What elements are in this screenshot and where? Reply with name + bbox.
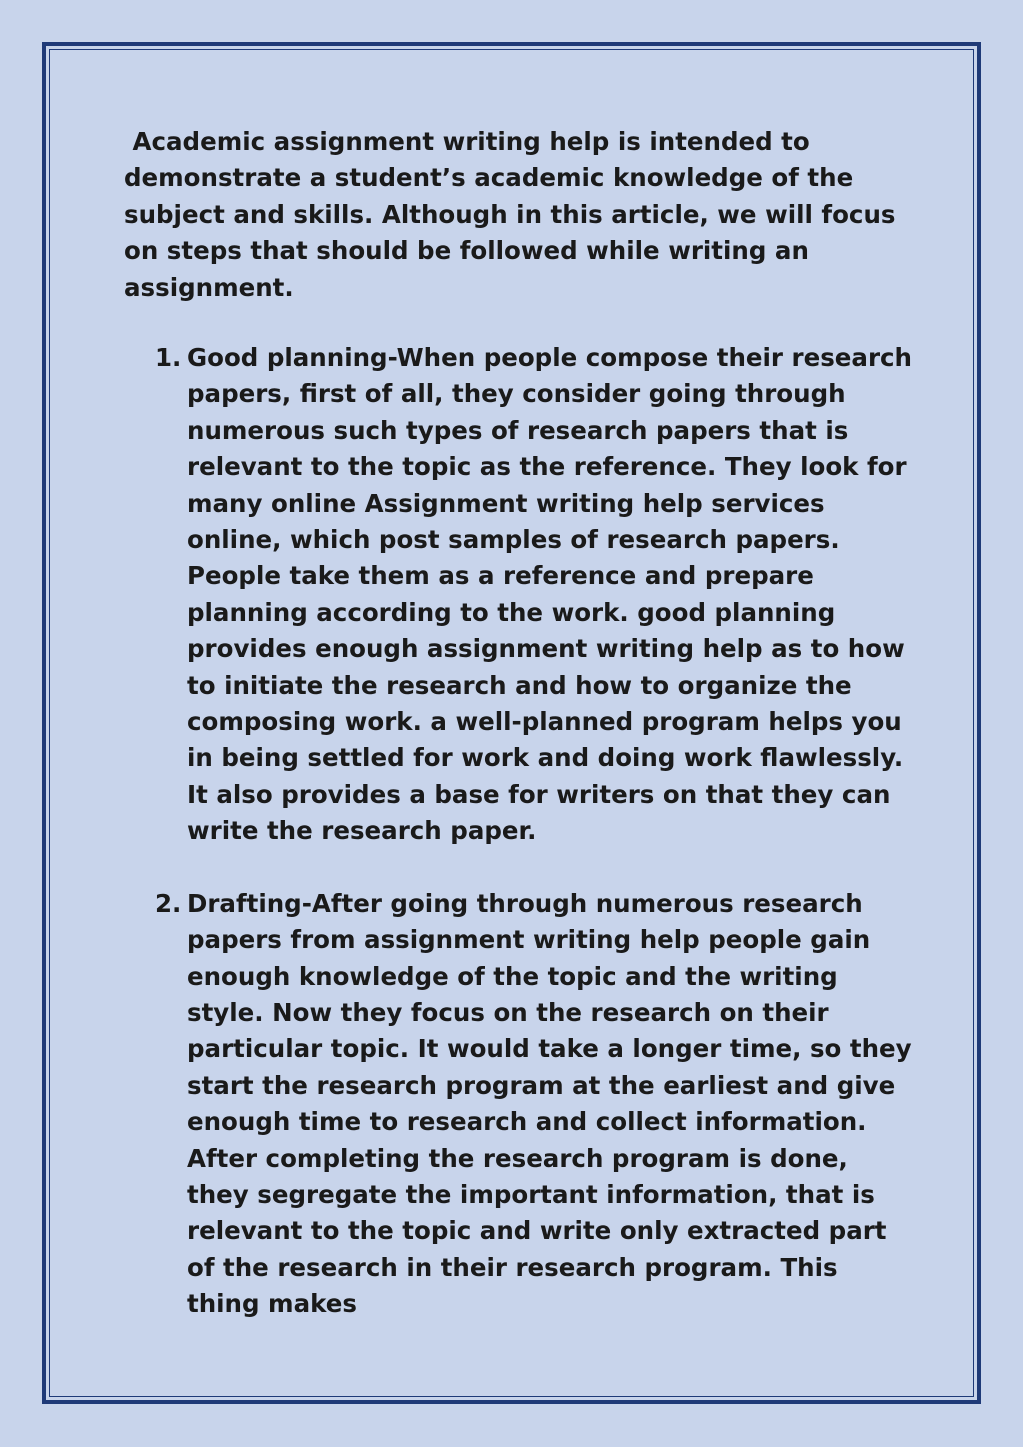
step-text: Good planning-When people compose their research papers, first of all, they consider going through numerous such types of research papers that is relevant to the topic as the reference. They look for many online Assignment writing help services online, which post samples of research papers. People take them as a reference and prepare planning according to the work. good planning provides enough assignment writing help as to how to initiate the research and how to organize the composing work. a well-planned program helps you in being settled for work and doing work flawlessly. It also provides a base for writers on that they can write the research paper. (187, 343, 912, 846)
step-number: 1. (155, 343, 182, 372)
step-text: Drafting-After going through numerous research papers from assignment writing help people gain enough knowledge of the topic and the writing style. Now they focus on the research on their particular topic. It would take a longer time, so they start the research program at the earliest and give enough time to research and collect information. After completing the research program is done, they segregate the important information, that is relevant to the topic and write only extracted part of the research in their research program. This thing makes (187, 888, 912, 1319)
intro-paragraph: Academic assignment writing help is intended to demonstrate a student’s academic knowledge of the subject and skills. Although in this article, we will focus on steps that should be followed while writing an assignment. (124, 127, 905, 302)
list-item (124, 340, 914, 850)
steps-list (124, 340, 914, 1359)
list-item (124, 886, 914, 1323)
step-number: 2. (155, 888, 182, 918)
